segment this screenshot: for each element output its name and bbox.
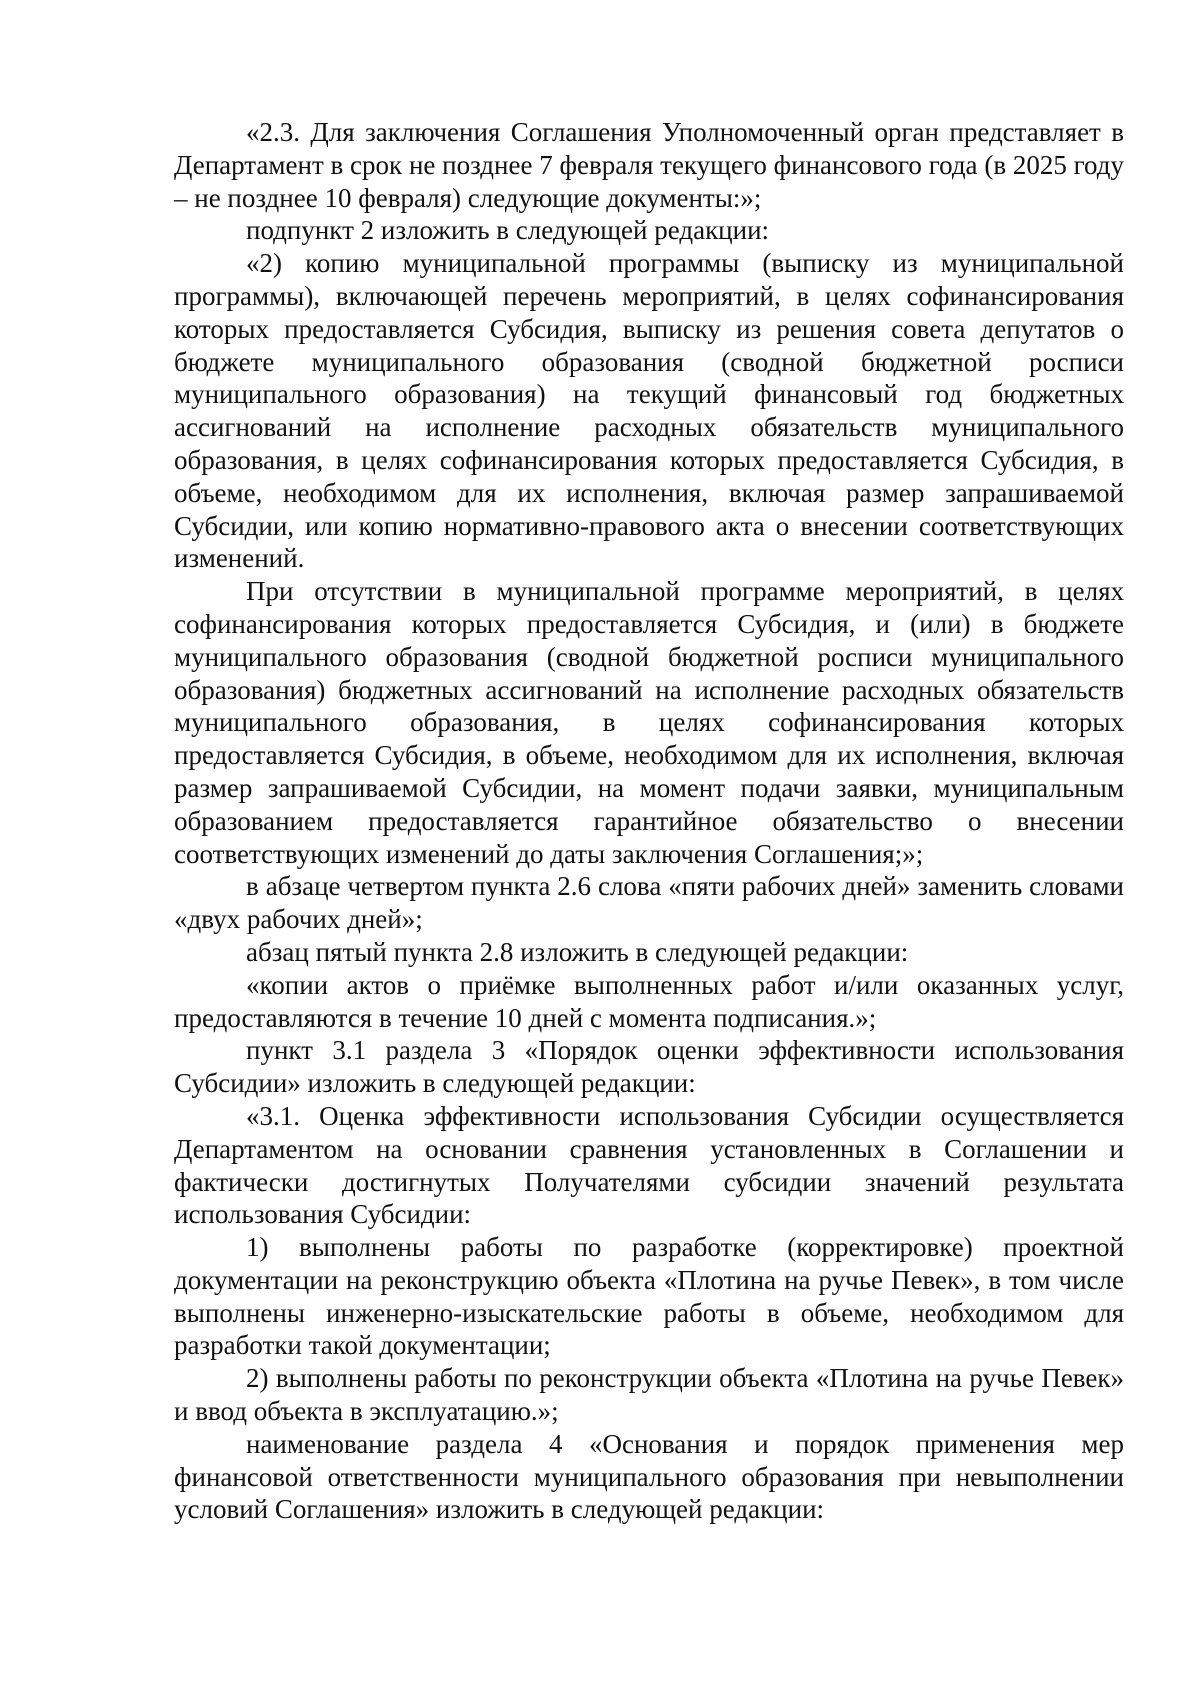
paragraph-section-4-title: наименование раздела 4 «Основания и порядок применения мер финансовой ответственности муниципального образования при невыполнении условий Соглашения» изложить в следующей редакции: [174,1428,1124,1525]
paragraph-result-1: 1) выполнены работы по разработке (корректировке) проектной документации на реконструкцию объекта «Плотина на ручье Певек», в том числе выполнены инженерно-изыскательские работы в объеме, необходимом для разработки такой документации; [174,1232,1124,1361]
paragraph-3-1-intro: пункт 3.1 раздела 3 «Порядок оценки эффективности использования Субсидии» изложить в следующей редакции: [174,1035,1124,1099]
paragraph-result-2: 2) выполнены работы по реконструкции объекта «Плотина на ручье Певек» и ввод объекта в эксплуатацию.»; [174,1363,1124,1427]
paragraph-2-3-documents: «2.3. Для заключения Соглашения Уполномоченный орган представляет в Департамент в срок не позднее 7 февраля текущего финансового года (в 2025 году – не позднее 10 февраля) следующие документы:»; [174,117,1124,213]
paragraph-2-8-intro: абзац пятый пункта 2.8 изложить в следующей редакции: [246,936,909,967]
paragraph-program-copy: «2) копию муниципальной программы (выписку из муниципальной программы), включающей перечень мероприятий, в целях софинансирования которых предоставляется Субсидия, выписку из решения совета депутатов о бюджете муниципального образования (сводной бюджетной росписи муниципального образования) на текущий финансовый год бюджетных ассигнований на исполнение расходных обязательств муниципального образования, в целях софинансирования которых предоставляется Субсидия, в объеме, необходимом для их исполнения, включая размер запрашиваемой Субсидии, или копию нормативно-правового акта о внесении соответствующих изменений. [174,248,1124,574]
paragraph-acceptance-acts: «копии актов о приёмке выполненных работ и/или оказанных услуг, предоставляются в течение 10 дней с момента подписания.»; [174,969,1124,1033]
paragraph-2-6-amendment: в абзаце четвертом пункта 2.6 слова «пяти рабочих дней» заменить словами «двух рабочих дней»; [174,871,1124,935]
document-body [174,116,1124,1526]
paragraph-absence-guarantee: При отсутствии в муниципальной программе мероприятий, в целях софинансирования которых предоставляется Субсидия, и (или) в бюджете муниципального образования (сводной бюджетной росписи муниципального образования) бюджетных ассигнований на исполнение расходных обязательств муниципального образования, в целях софинансирования которых предоставляется Субсидия, в объеме, необходимом для их исполнения, включая размер запрашиваемой Субсидии, на момент подачи заявки, муниципальным образованием предоставляется гарантийное обязательство о внесении соответствующих изменений до даты заключения Соглашения;»; [174,576,1124,869]
paragraph-3-1-text: «3.1. Оценка эффективности использования Субсидии осуществляется Департаментом на основании сравнения установленных в Соглашении и фактически достигнутых Получателями субсидии значений результата использования Субсидии: [174,1100,1124,1230]
paragraph-subitem-2-intro: подпункт 2 изложить в следующей редакции: [246,215,770,246]
